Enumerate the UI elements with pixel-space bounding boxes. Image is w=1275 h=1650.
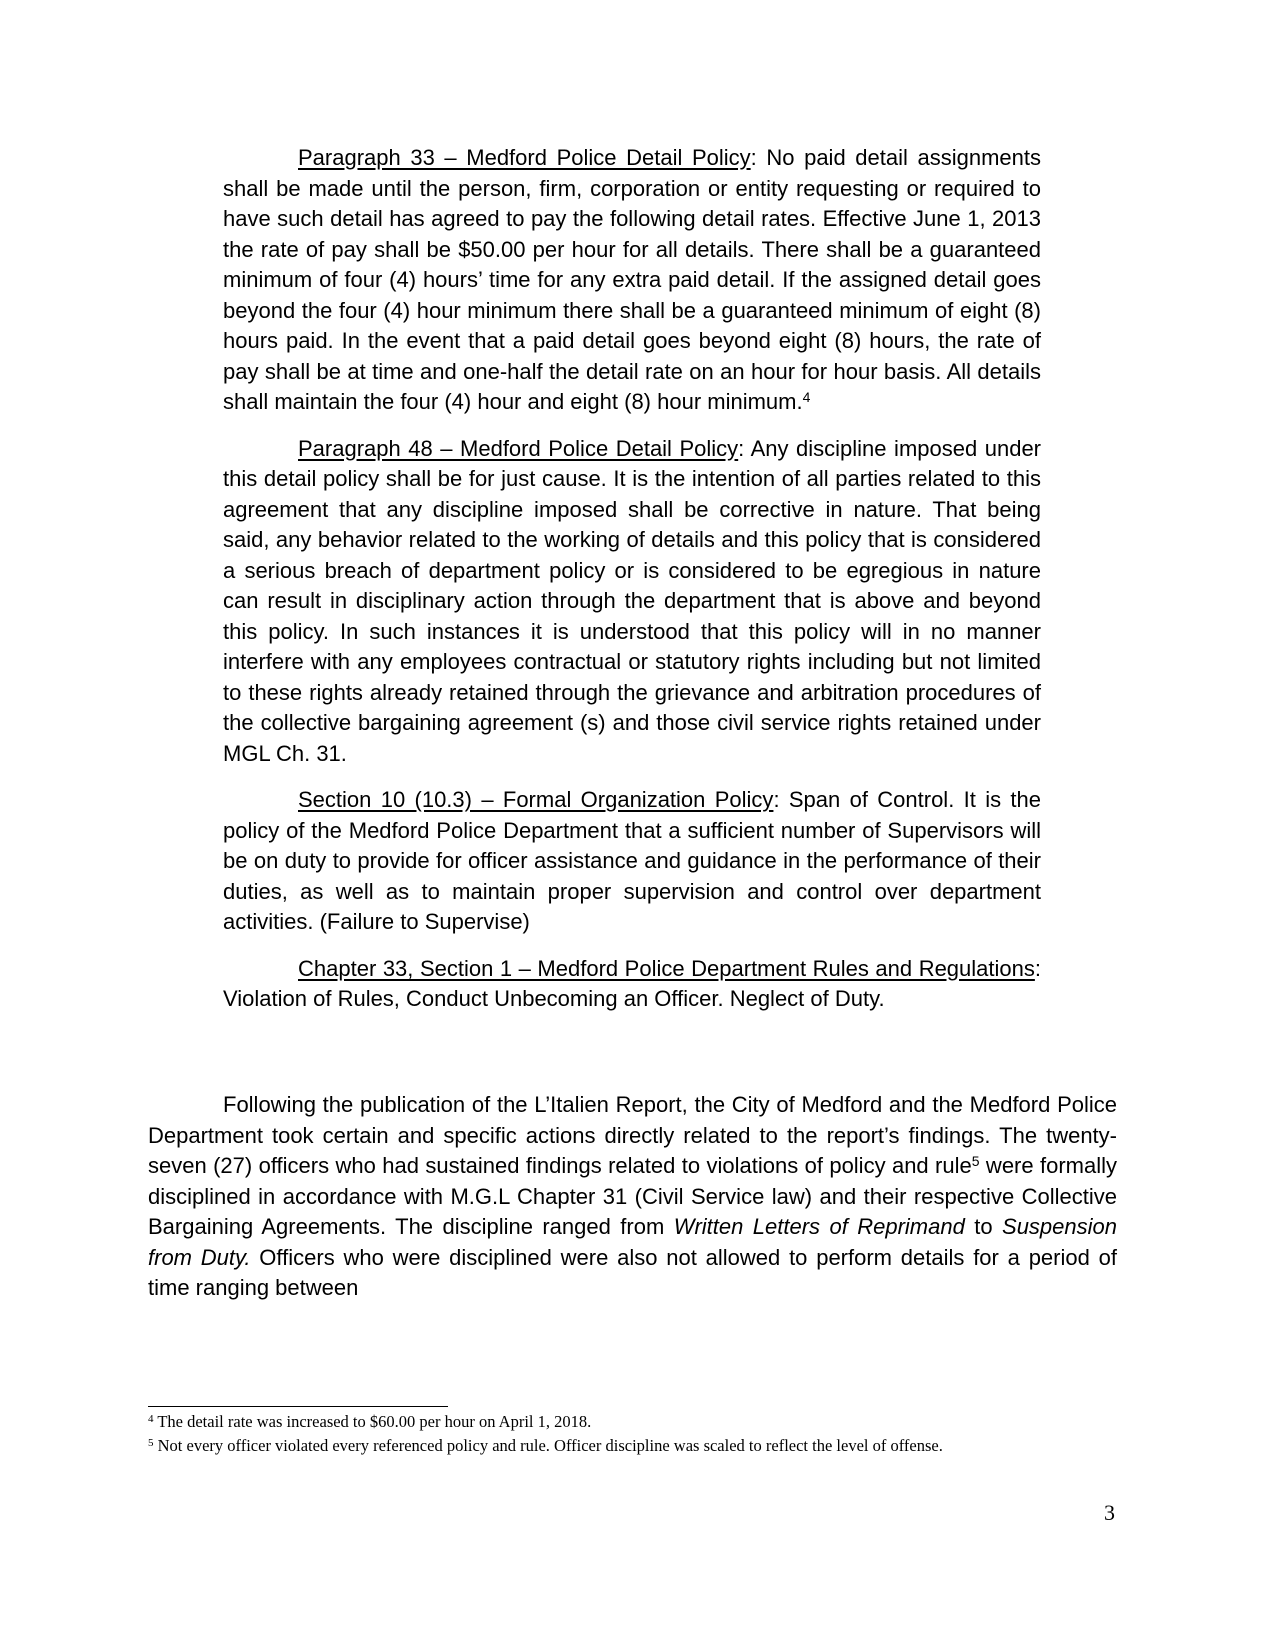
body-italic-1: Written Letters of Reprimand — [673, 1214, 965, 1239]
footnote-text: Not every officer violated every referenced policy and rule. Officer discipline was scaled to reflect the level of offense. — [153, 1436, 943, 1455]
footnote-number: 4 — [148, 1413, 154, 1425]
footnote-5 — [148, 1434, 1088, 1458]
policy-paragraph-48 — [223, 434, 1041, 770]
policy-text: : Span of Control. It is the policy of the Medford Police Department that a sufficient number of Supervisors will be on duty to provide for officer assistance and guidance in the performance of their duties, as well as to maintain proper supervision and control over department activities. (Failure to Supervise) — [223, 787, 1041, 934]
body-italic-2: Suspension from Duty. — [148, 1214, 1117, 1270]
footnote-4 — [148, 1410, 1088, 1434]
policy-text: : No paid detail assignments shall be made until the person, firm, corporation or entity requesting or required to have such detail has agreed to pay the following detail rates. Effective June 1, 2013 the rate of pay shall be $50.00 per hour for all details. There shall be a guaranteed minimum of four (4) hours’ time for any extra paid detail. If the assigned detail goes beyond the four (4) hour minimum there shall be a guaranteed minimum of eight (8) hours paid. In the event that a paid detail goes beyond eight (8) hours, the rate of pay shall be at time and one-half the detail rate on an hour for hour basis. All details shall maintain the four (4) hour and eight (8) hour minimum. — [223, 145, 1041, 414]
policy-heading: Paragraph 33 – Medford Police Detail Policy — [298, 145, 751, 170]
footnote-ref-5: 5 — [971, 1153, 980, 1169]
policy-text: : Any discipline imposed under this detail policy shall be for just cause. It is the intention of all parties related to this agreement that any discipline imposed shall be corrective in nature. That being said, any behavior related to the working of details and this policy that is considered a serious breach of department policy or is considered to be egregious in nature can result in disciplinary action through the department that is above and beyond this policy. In such instances it is understood that this policy will in no manner interfere with any employees contractual or statutory rights including but not limited to these rights already retained through the grievance and arbitration procedures of the collective bargaining agreement (s) and those civil service rights retained under MGL Ch. 31. — [223, 435, 1041, 766]
policy-chapter-33 — [223, 954, 1041, 1015]
body-text-3: to — [964, 1214, 1003, 1239]
footnote-divider — [148, 1406, 448, 1407]
policy-paragraph-33 — [223, 143, 1041, 418]
policy-heading: Section 10 (10.3) – Formal Organization Policy — [298, 787, 774, 812]
body-paragraph — [148, 1090, 1117, 1304]
body-text-4: Officers who were disciplined were also not allowed to perform details for a period of time ranging between — [148, 1244, 1117, 1300]
body-text-2: were formally disciplined in accordance with M.G.L Chapter 31 (Civil Service law) and their respective Collective Bargaining Agreements. The discipline ranged from — [148, 1153, 1118, 1239]
footnote-number: 5 — [148, 1437, 154, 1449]
policy-section-10 — [223, 785, 1041, 938]
footnote-text: The detail rate was increased to $60.00 per hour on April 1, 2018. — [153, 1412, 592, 1431]
footnotes — [148, 1410, 1088, 1458]
body-text-1: Following the publication of the L’Italien Report, the City of Medford and the Medford Police Department took certain and specific actions directly related to the report’s findings. The twenty-seven (27) officers who had sustained findings related to violations of policy and rule — [148, 1092, 1117, 1178]
footnote-ref-4: 4 — [802, 389, 811, 405]
page-number: 3 — [1104, 1500, 1115, 1525]
policy-heading: Chapter 33, Section 1 – Medford Police Department Rules and Regulations — [298, 955, 1035, 981]
policy-heading: Paragraph 48 – Medford Police Detail Policy — [298, 435, 739, 461]
quoted-policy-block — [223, 143, 1041, 1031]
policy-text: : Violation of Rules, Conduct Unbecoming an Officer. Neglect of Duty. — [223, 955, 1041, 1011]
